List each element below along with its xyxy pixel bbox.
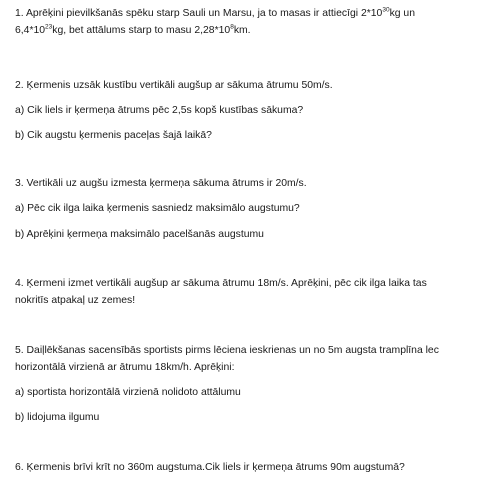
q1-text: kg un [389, 8, 415, 19]
q4-line1: 4. Ķermeni izmet vertikāli augšup ar sākuma ātrumu 18m/s. Aprēķini, pēc cik ilga laika tas [15, 278, 427, 289]
q6-intro: 6. Ķermenis brīvi krīt no 360m augstuma.Cik liels ir ķermeņa ātrums 90m augstumā? [15, 462, 405, 473]
q1-text: km. [233, 25, 251, 36]
q2-part-b: b) Cik augstu ķermenis paceļas šajā laikā? [15, 130, 212, 141]
q1-line1 [15, 6, 415, 21]
q3-part-a: a) Pēc cik ilga laika ķermenis sasniedz maksimālo augstumu? [15, 203, 300, 214]
q3-intro: 3. Vertikāli uz augšu izmesta ķermeņa sākuma ātrums ir 20m/s. [15, 178, 307, 189]
q1-exponent: 30 [382, 6, 390, 14]
q3-part-b: b) Aprēķini ķermeņa maksimālo pacelšanās augstumu [15, 229, 264, 240]
q5-line2: horizontālā virzienā ar ātrumu 18km/h. Aprēķini: [15, 362, 235, 373]
q1-line2 [15, 23, 251, 38]
q4-line2: nokritīs atpakaļ uz zemes! [15, 295, 136, 306]
q5-line1: 5. Daiļlēkšanas sacensībās sportists pirms lēciena ieskrienas un no 5m augsta tramplīna lec [15, 345, 439, 356]
q5-part-a: a) sportista horizontālā virzienā nolidoto attālumu [15, 387, 241, 398]
q2-part-a: a) Cik liels ir ķermeņa ātrums pēc 2,5s kopš kustības sākuma? [15, 105, 304, 116]
q1-text: 1. Aprēķini pievilkšanās spēku starp Sauli un Marsu, ja to masas ir attiecīgi 2*10 [15, 8, 383, 19]
q2-intro: 2. Ķermenis uzsāk kustību vertikāli augšup ar sākuma ātrumu 50m/s. [15, 80, 333, 91]
q1-exponent: 8 [230, 23, 234, 31]
q1-exponent: 23 [45, 23, 53, 31]
q1-text: 6,4*10 [15, 25, 46, 36]
q5-part-b: b) lidojuma ilgumu [15, 412, 100, 423]
q1-text: kg, bet attālums starp to masu 2,28*10 [52, 25, 231, 36]
